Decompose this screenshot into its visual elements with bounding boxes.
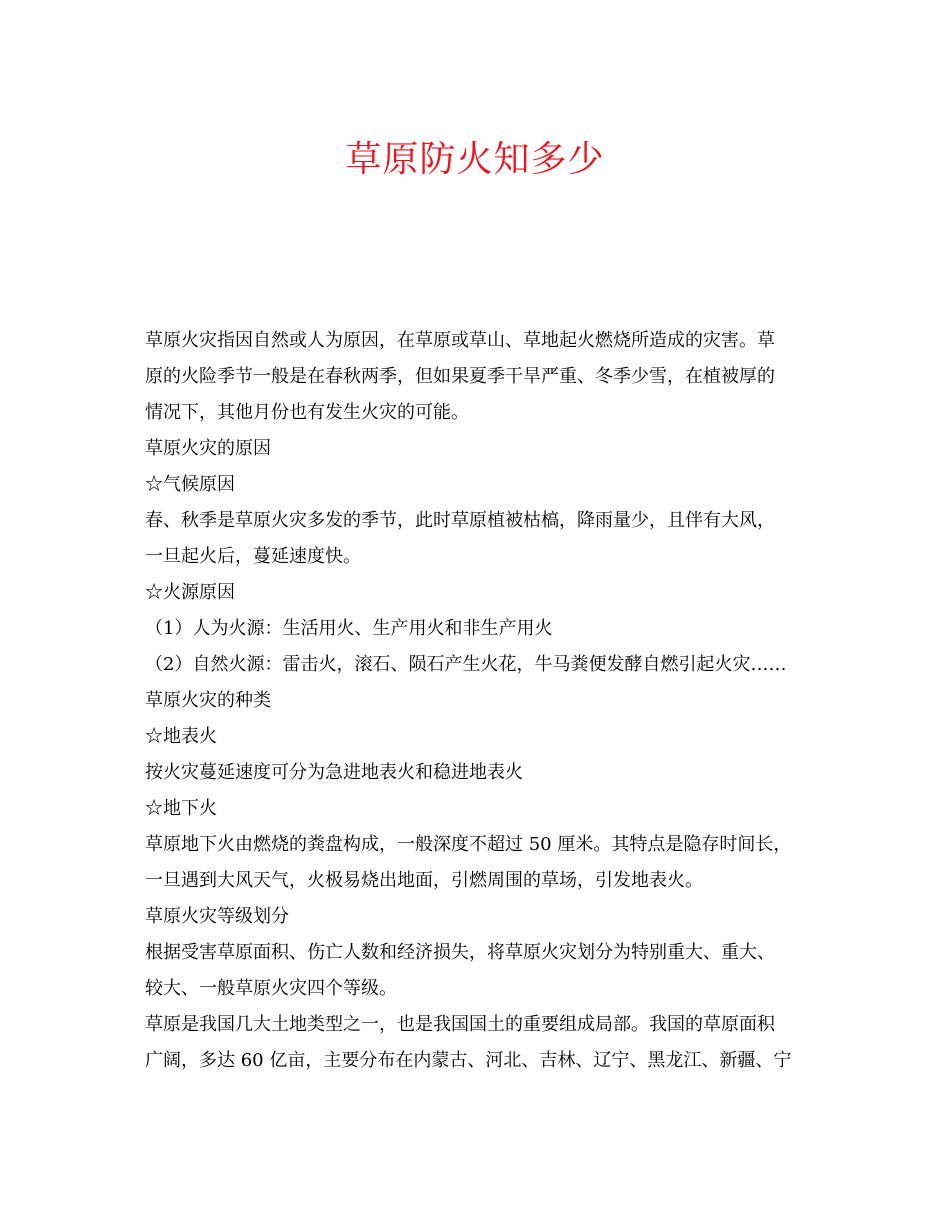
paragraph-levels-line-1: 根据受害草原面积、伤亡人数和经济损失，将草原火灾划分为特别重大、重大、: [145, 942, 775, 963]
subheading-surface-fire: ☆地表火: [145, 726, 217, 747]
paragraph-intro-line-3: 情况下，其他月份也有发生火灾的可能。: [145, 402, 469, 423]
paragraph-underground-line-2: 一旦遇到大风天气，火极易烧出地面，引燃周围的草场，引发地表火。: [145, 870, 703, 891]
paragraph-grassland-line-2: 广阔，多达 60 亿亩，主要分布在内蒙古、河北、吉林、辽宁、黑龙江、新疆、宁: [145, 1050, 792, 1071]
paragraph-intro-line-2: 原的火险季节一般是在春秋两季，但如果夏季干旱严重、冬季少雪，在植被厚的: [145, 366, 775, 387]
paragraph-underground-line-1: 草原地下火由燃烧的粪盘构成，一般深度不超过 50 厘米。其特点是隐存时间长，: [145, 834, 792, 855]
subheading-climate-causes: ☆气候原因: [145, 474, 235, 495]
paragraph-intro-line-1: 草原火灾指因自然或人为原因，在草原或草山、草地起火燃烧所造成的灾害。草: [145, 330, 775, 351]
subheading-ignition-causes: ☆火源原因: [145, 582, 235, 603]
heading-fire-types: 草原火灾的种类: [145, 690, 271, 711]
list-item-natural-ignition: （2）自然火源：雷击火，滚石、陨石产生火花，牛马粪便发酵自燃引起火灾……: [145, 654, 787, 675]
heading-fire-causes: 草原火灾的原因: [145, 438, 271, 459]
document-body: [145, 323, 815, 1079]
document-title: 草原防火知多少: [345, 139, 605, 180]
paragraph-grassland-line-1: 草原是我国几大土地类型之一，也是我国国土的重要组成局部。我国的草原面积: [145, 1014, 775, 1035]
paragraph-climate-line-1: 春、秋季是草原火灾多发的季节，此时草原植被枯槁，降雨量少，且伴有大风，: [145, 510, 775, 531]
heading-fire-levels: 草原火灾等级划分: [145, 906, 289, 927]
paragraph-levels-line-2: 较大、一般草原火灾四个等级。: [145, 978, 397, 999]
list-item-human-ignition: （1）人为火源：生活用火、生产用火和非生产用火: [145, 618, 553, 639]
subheading-underground-fire: ☆地下火: [145, 798, 217, 819]
paragraph-surface-fire: 按火灾蔓延速度可分为急进地表火和稳进地表火: [145, 762, 523, 783]
paragraph-climate-line-2: 一旦起火后，蔓延速度快。: [145, 546, 361, 567]
